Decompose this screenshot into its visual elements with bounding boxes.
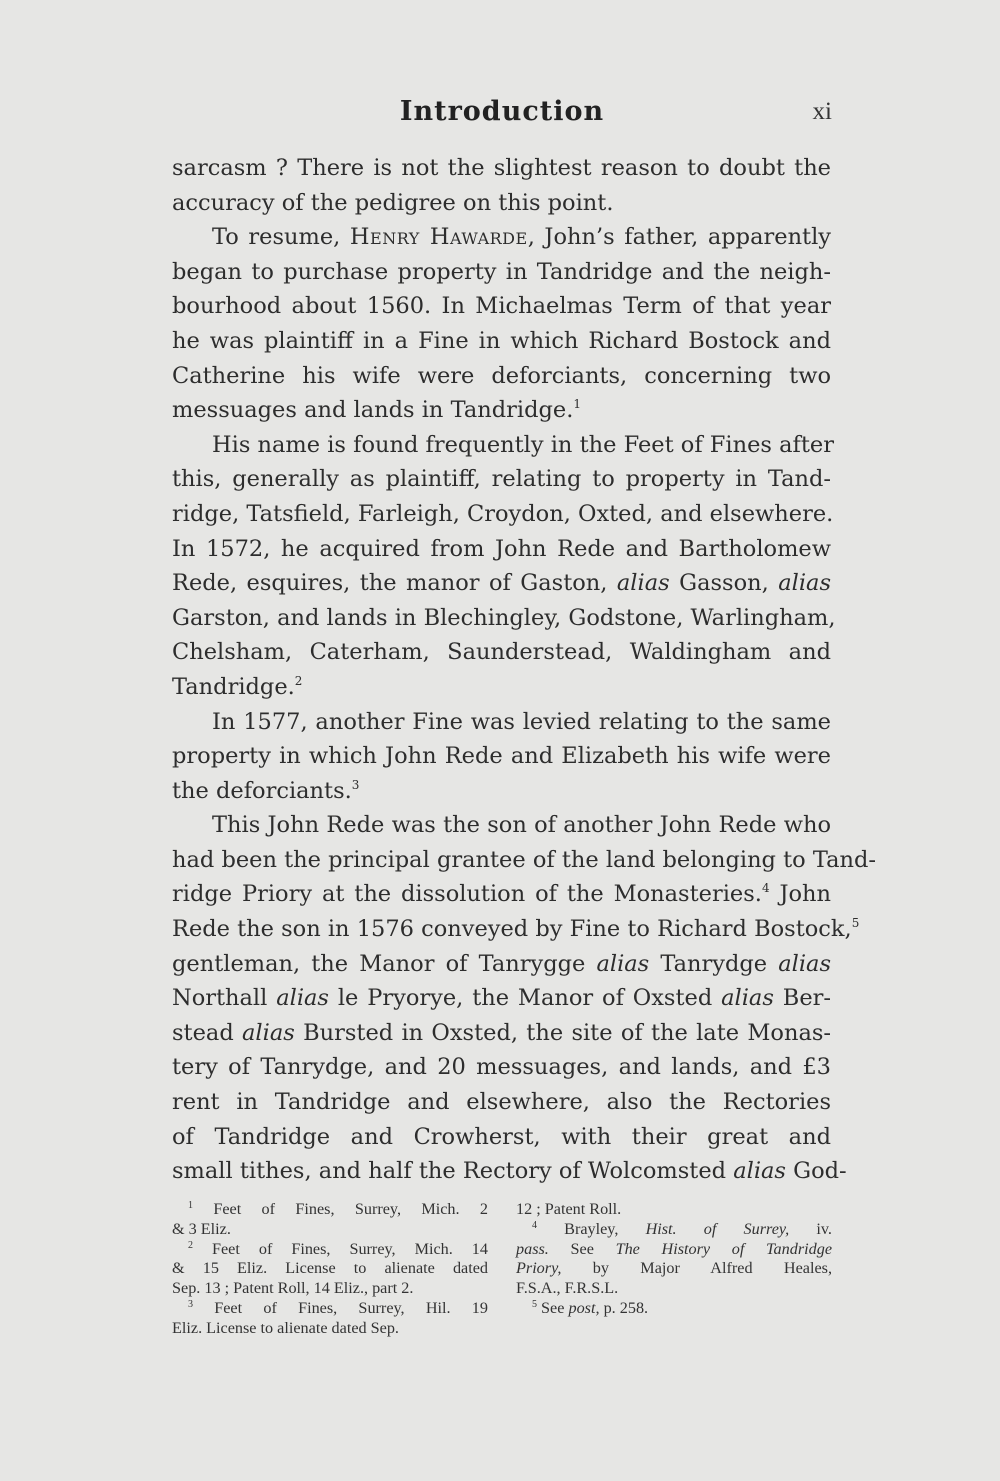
text-line: the deforciants.$^3$ — [172, 777, 360, 804]
footnote-line: $^2$ Feet of Fines, Surrey, Mich. 14 — [188, 1239, 488, 1258]
text-line: tery of Tanrydge, and 20 messuages, and lands, and £3 — [172, 1054, 831, 1081]
text-line: stead alias Bursted in Oxsted, the site of the late Monas- — [172, 1019, 832, 1046]
text-line: Catherine his wife were deforciants, concerning two — [172, 362, 831, 389]
text-line: Northall alias le Pryorye, the Manor of Oxsted alias Ber- — [172, 985, 831, 1012]
text-line: This John Rede was the son of another John Rede who — [212, 812, 831, 839]
body-text — [172, 151, 877, 1189]
text-line: he was plaintiff in a Fine in which Richard Bostock and — [172, 327, 831, 354]
running-title: Introduction — [399, 96, 605, 127]
footnote-ref: 2 — [294, 673, 303, 688]
text-line: ridge, Tatsfield, Farleigh, Croydon, Oxted, and elsewhere. — [172, 500, 834, 527]
text-line: sarcasm ? There is not the slightest reason to doubt the — [172, 155, 831, 181]
text-line: property in which John Rede and Elizabeth his wife were — [172, 743, 831, 770]
footnote-line: Priory, by Major Alfred Heales, — [516, 1259, 832, 1278]
text-line: Garston, and lands in Blechingley, Godstone, Warlingham, — [172, 604, 836, 631]
footnote-line: $^4$ Brayley, Hist. of Surrey, iv. — [532, 1219, 832, 1238]
text-line: this, generally as plaintiff, relating to property in Tand- — [172, 466, 831, 493]
footnote-line: & 15 Eliz. License to alienate dated — [172, 1259, 488, 1278]
text-line: In 1572, he acquired from John Rede and Bartholomew — [172, 535, 831, 562]
text-line: small tithes, and half the Rectory of Wolcomsted alias God- — [172, 1158, 847, 1185]
footnote-ref: 1 — [573, 397, 582, 412]
footnote-line: Eliz. License to alienate dated Sep. — [172, 1318, 399, 1337]
text-line: Rede the son in 1576 conveyed by Fine to Richard Bostock,$^5$ — [172, 916, 860, 943]
footnote-ref: 3 — [351, 777, 360, 792]
text-line: began to purchase property in Tandridge and the neigh- — [172, 258, 831, 285]
footnotes — [172, 1200, 832, 1350]
text-line: bourhood about 1560. In Michaelmas Term of that year — [172, 293, 831, 320]
text-line: Tandridge.$^2$ — [172, 673, 303, 700]
text-line: Rede, esquires, the manor of Gaston, alias Gasson, alias — [172, 570, 831, 597]
text-line: accuracy of the pedigree on this point. — [172, 189, 614, 216]
footnotes-left-column — [172, 1200, 488, 1339]
text-line: messuages and lands in Tandridge.$^1$ — [172, 397, 582, 424]
footnote-line: $^5$ See post, p. 258. — [532, 1298, 649, 1317]
text-line: Chelsham, Caterham, Saunderstead, Waldingham and — [172, 639, 831, 666]
running-head — [172, 96, 832, 136]
text-line: had been the principal grantee of the land belonging to Tand- — [172, 846, 877, 873]
text-line: gentleman, the Manor of Tanrygge alias Tanrydge alias — [172, 950, 831, 977]
footnote-line: $^1$ Feet of Fines, Surrey, Mich. 2 — [188, 1200, 488, 1218]
page-number: xi — [812, 98, 832, 125]
footnote-line: $^3$ Feet of Fines, Surrey, Hil. 19 — [188, 1298, 488, 1317]
footnotes-right-column — [516, 1200, 832, 1319]
footnote-line: F.S.A., F.R.S.L. — [516, 1279, 619, 1298]
text-line: In 1577, another Fine was levied relating to the same — [212, 708, 831, 735]
footnote-ref: 5 — [851, 916, 860, 931]
text-line: rent in Tandridge and elsewhere, also the Rectories — [172, 1089, 831, 1116]
footnote-line: 12 ; Patent Roll. — [516, 1200, 622, 1218]
footnote-ref: 4 — [761, 881, 770, 896]
text-line: His name is found frequently in the Feet of Fines after — [212, 431, 834, 458]
footnote-line: & 3 Eliz. — [172, 1219, 231, 1238]
text-line: of Tandridge and Crowherst, with their great and — [172, 1123, 831, 1150]
footnote-line: pass. See The History of Tandridge — [516, 1239, 833, 1258]
text-line: To resume, Henry Hawarde, John’s father, apparently — [212, 224, 832, 251]
text-line: ridge Priory at the dissolution of the Monasteries.$^4$ John — [172, 881, 832, 908]
footnote-line: Sep. 13 ; Patent Roll, 14 Eliz., part 2. — [172, 1279, 414, 1298]
